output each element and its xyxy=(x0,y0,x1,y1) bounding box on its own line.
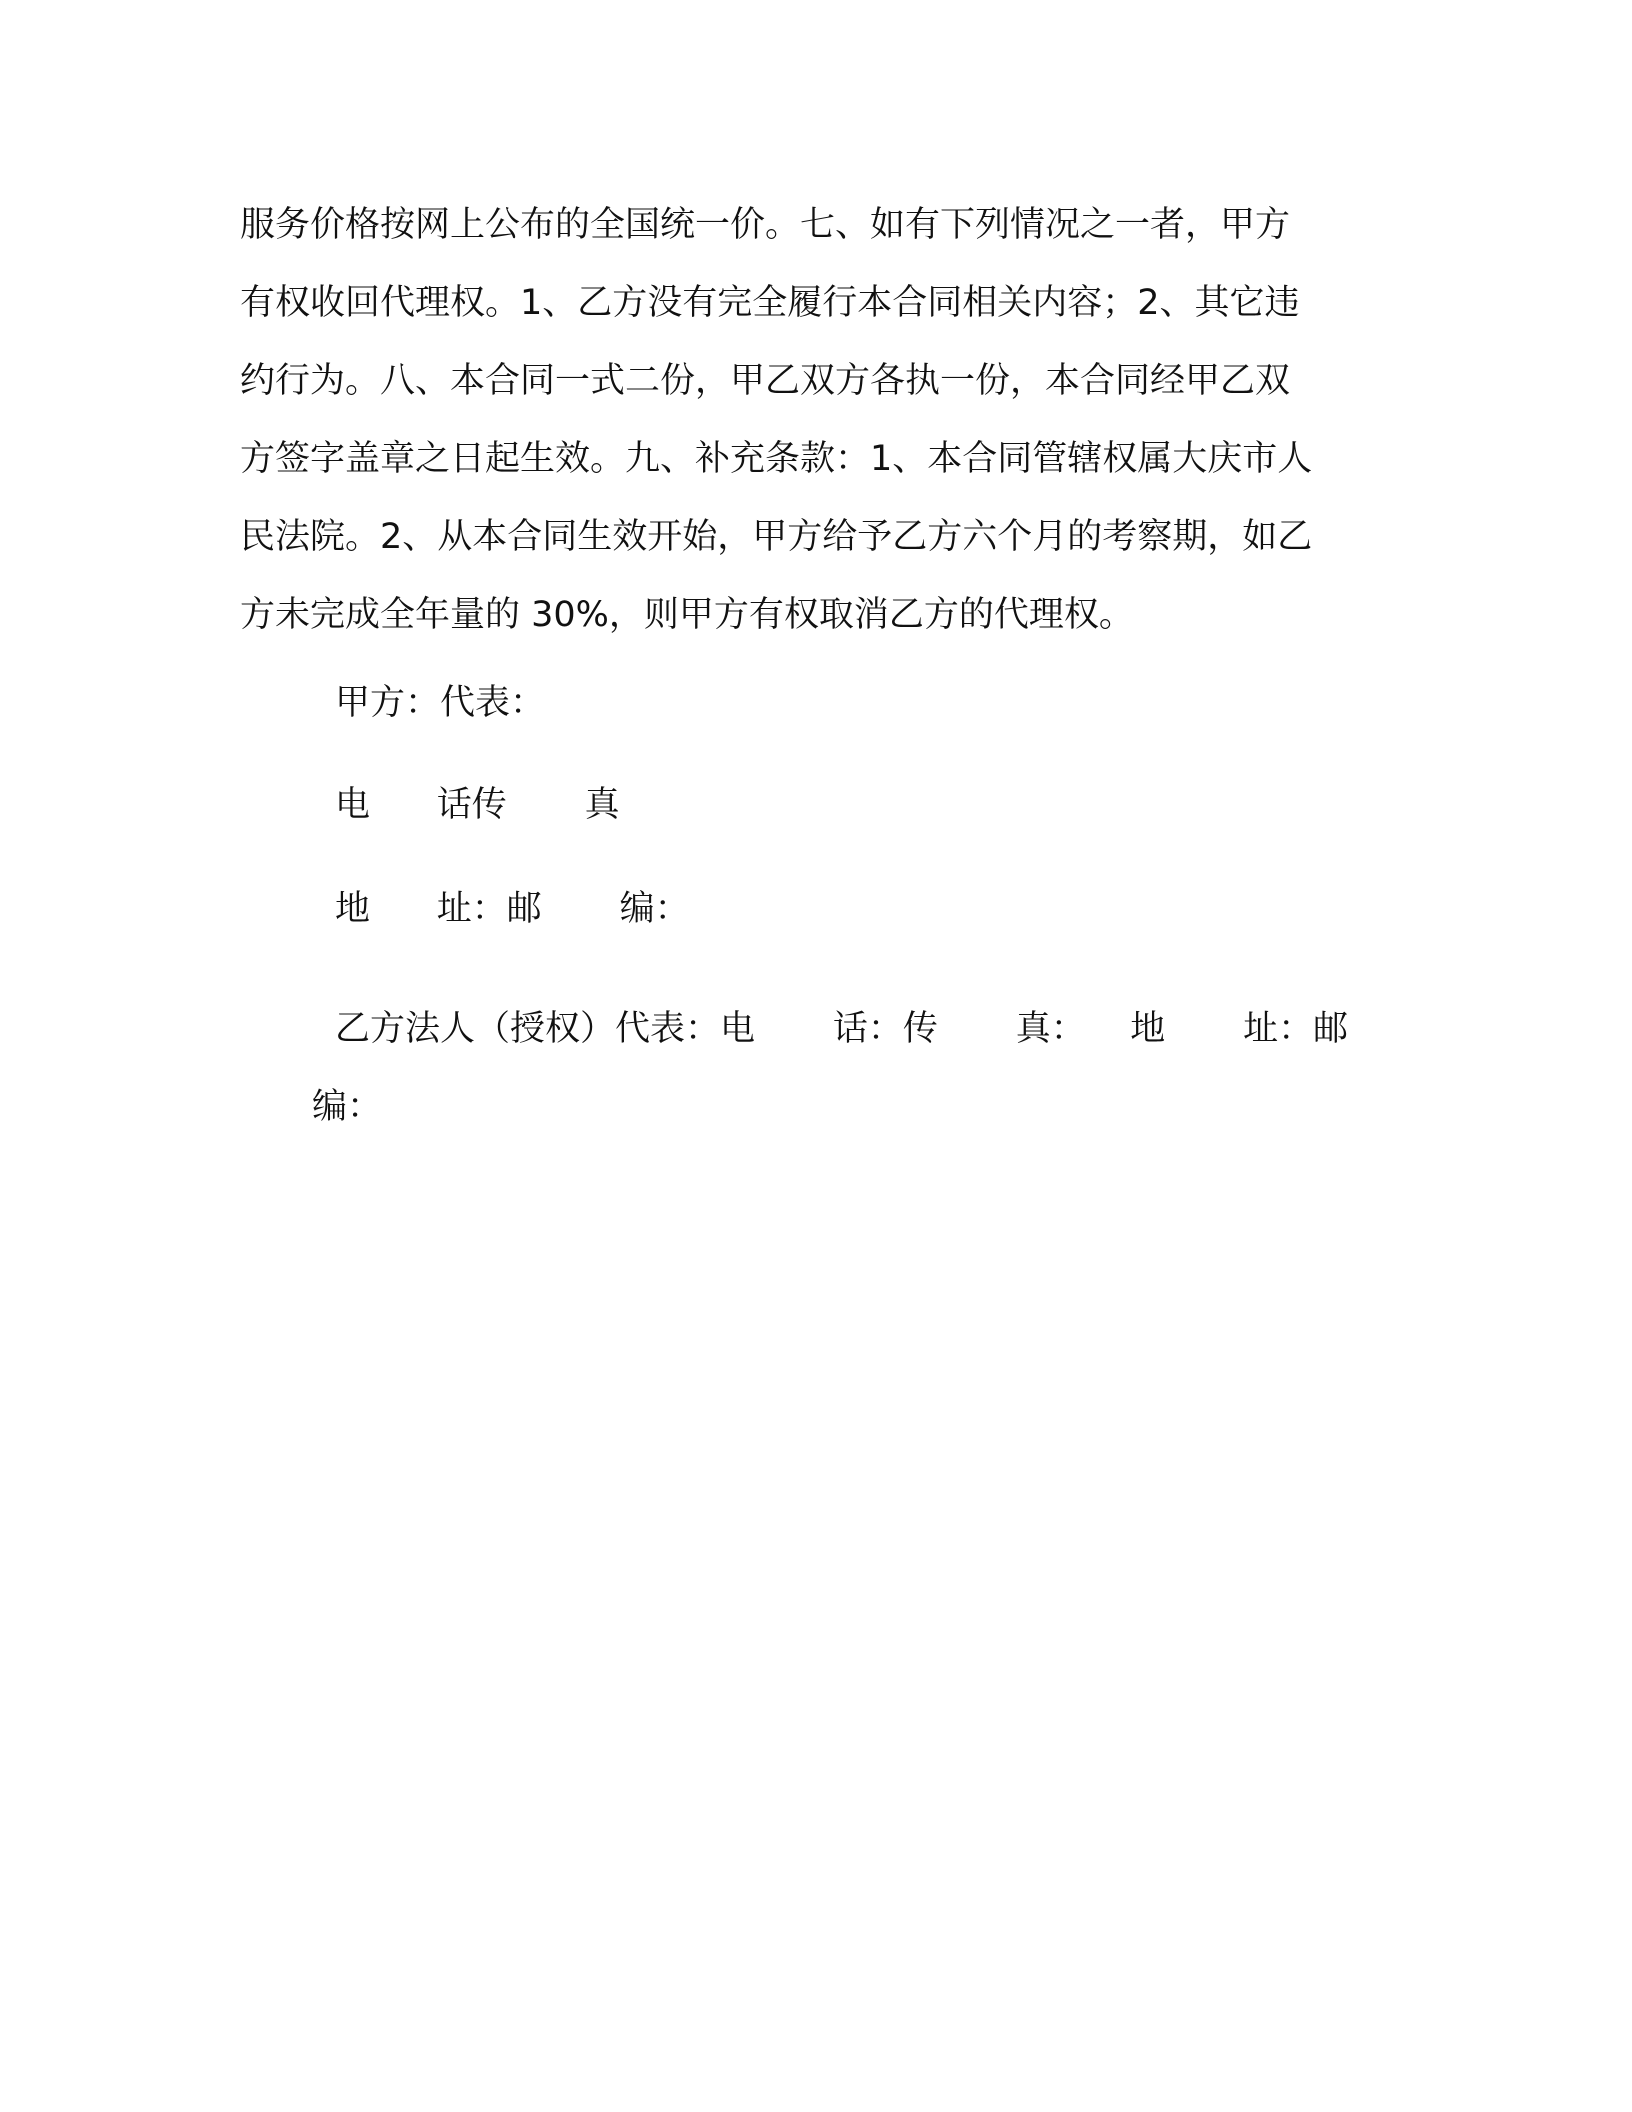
contract-body-paragraph xyxy=(240,186,1385,654)
body-line: 民法院。2、从本合同生效开始，甲方给予乙方六个月的考察期，如乙 xyxy=(240,517,1313,557)
body-line: 约行为。八、本合同一式二份，甲乙双方各执一份，本合同经甲乙双 xyxy=(240,361,1291,401)
body-line: 方未完成全年量的 30%，则甲方有权取消乙方的代理权。 xyxy=(240,595,1134,635)
party-a-phone-fax: 电 话传 真 xyxy=(335,785,620,825)
body-line: 有权收回代理权。1、乙方没有完全履行本合同相关内容；2、其它违 xyxy=(240,283,1300,323)
party-a-representative: 甲方：代表： xyxy=(335,683,546,723)
party-b-signature-block xyxy=(312,990,1402,1146)
body-line: 方签字盖章之日起生效。九、补充条款：1、本合同管辖权属大庆市人 xyxy=(240,439,1313,479)
party-b-line-2: 编： xyxy=(312,1087,383,1127)
party-b-line-1: 乙方法人（授权）代表：电 话：传 真： 地 址：邮 xyxy=(335,1009,1349,1049)
body-line: 服务价格按网上公布的全国统一价。七、如有下列情况之一者，甲方 xyxy=(240,205,1291,245)
party-a-address-postcode: 地 址：邮 编： xyxy=(335,889,690,929)
